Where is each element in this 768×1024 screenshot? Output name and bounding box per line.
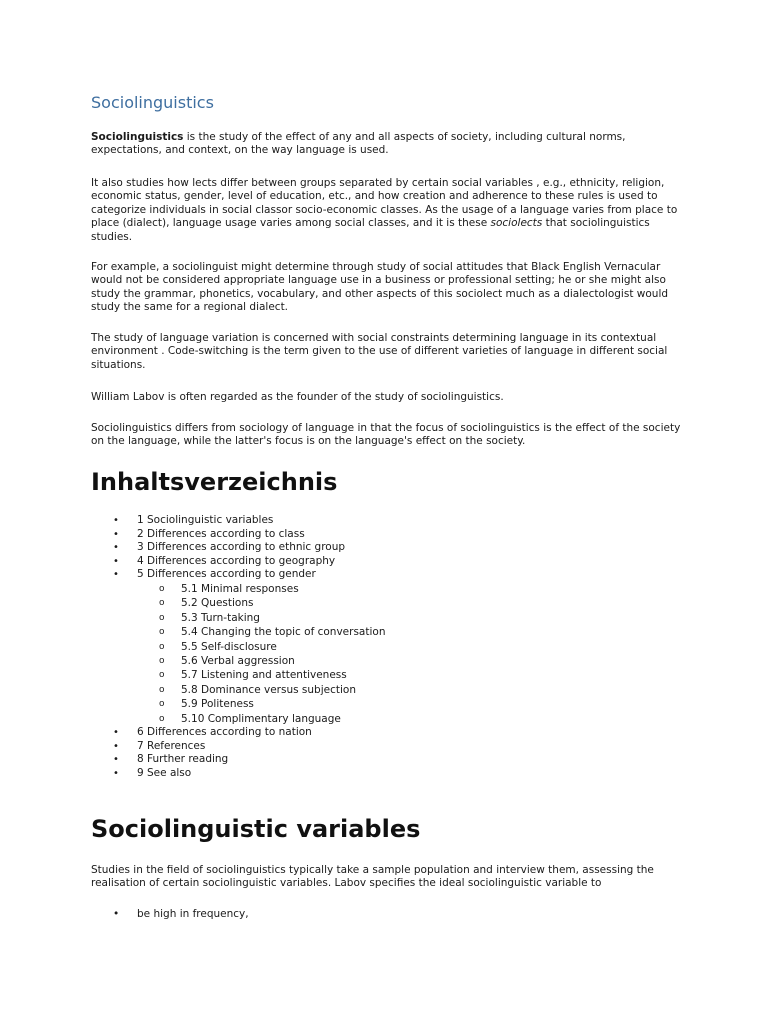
toc-subitem[interactable] bbox=[137, 640, 591, 654]
toc-heading: Inhaltsverzeichnis bbox=[91, 468, 338, 496]
toc-subitem[interactable] bbox=[137, 611, 591, 625]
toc-sublist bbox=[137, 582, 591, 726]
toc-link[interactable]: 7 References bbox=[137, 739, 206, 752]
toc-link[interactable]: 9 See also bbox=[137, 766, 192, 779]
toc-item[interactable] bbox=[91, 514, 591, 528]
variation-paragraph: The study of language variation is concerned with social constraints determining language in its contextual environment . Code-switching is the term given to the use of different varieties of language in different social situations. bbox=[91, 332, 668, 371]
intro-text: is the study of the effect of any and all aspects of society, including cultural norms, expectations, and context, on the way language is used. bbox=[91, 131, 626, 157]
intro-term: Sociolinguistics bbox=[91, 131, 184, 143]
toc-sublink[interactable]: 5.5 Self-disclosure bbox=[181, 640, 277, 653]
toc-link[interactable]: 6 Differences according to nation bbox=[137, 726, 312, 739]
toc-subitem[interactable] bbox=[137, 654, 591, 668]
page-title: Sociolinguistics bbox=[91, 93, 214, 112]
toc-item[interactable] bbox=[91, 541, 591, 555]
toc-item[interactable] bbox=[91, 528, 591, 542]
labov-paragraph: William Labov is often regarded as the founder of the study of sociolinguistics. bbox=[91, 391, 504, 403]
toc-sublink[interactable]: 5.3 Turn-taking bbox=[181, 611, 260, 624]
toc-subitem[interactable] bbox=[137, 668, 591, 682]
toc-subitem[interactable] bbox=[137, 697, 591, 711]
variable-criteria-list bbox=[91, 908, 249, 921]
section-heading: Sociolinguistic variables bbox=[91, 815, 421, 843]
toc-sublink[interactable]: 5.9 Politeness bbox=[181, 698, 254, 711]
toc-sublink[interactable]: 5.8 Dominance versus subjection bbox=[181, 683, 356, 696]
toc-link[interactable]: 3 Differences according to ethnic group bbox=[137, 541, 346, 554]
toc-link[interactable]: 4 Differences according to geography bbox=[137, 554, 336, 567]
toc-subitem[interactable] bbox=[137, 596, 591, 610]
toc-link[interactable]: 8 Further reading bbox=[137, 753, 229, 766]
lects-paragraph bbox=[91, 177, 681, 244]
toc-item[interactable] bbox=[91, 568, 591, 726]
list-item: • be high in frequency, bbox=[91, 908, 249, 921]
toc-sublink[interactable]: 5.7 Listening and attentiveness bbox=[181, 669, 347, 682]
toc-subitem[interactable] bbox=[137, 582, 591, 596]
toc-sublink[interactable]: 5.4 Changing the topic of conversation bbox=[181, 626, 386, 639]
toc-subitem[interactable] bbox=[137, 625, 591, 639]
toc-sublink[interactable]: 5.6 Verbal aggression bbox=[181, 655, 295, 667]
toc-sublink[interactable]: 5.10 Complimentary language bbox=[181, 712, 341, 725]
example-paragraph: For example, a sociolinguist might determine through study of social attitudes that Black English Vernacular would not be considered appropriate language use in a business or professional setting; he or she might also study the grammar, phonetics, vocabulary, and other aspects of this sociolect much as a dialectologist would study the same for a regional dialect. bbox=[91, 261, 669, 314]
sociology-paragraph: Sociolinguistics differs from sociology of language in that the focus of sociolinguistics is the effect of the society on the language, while the latter's focus is on the language's effect on the society. bbox=[91, 422, 681, 448]
toc-link[interactable]: 2 Differences according to class bbox=[137, 527, 305, 540]
toc-item[interactable] bbox=[91, 740, 591, 754]
toc-item[interactable] bbox=[91, 726, 591, 740]
toc-subitem[interactable] bbox=[137, 683, 591, 697]
lects-text-before: It also studies how lects differ between groups separated by certain social variables , e.g., ethnicity, religion, economic status, gender, level of education, etc., and how creation and adherence to these rules is used to categorize individuals in social classor socio-economic classes. As the usage of a language varies from place to place (dialect), language usage varies among social classes, and it is these bbox=[91, 177, 678, 230]
toc-sublink[interactable]: 5.2 Questions bbox=[181, 597, 254, 610]
section-paragraph: Studies in the field of sociolinguistics typically take a sample population and interview them, assessing the realisation of certain sociolinguistic variables. Labov specifies the ideal sociolinguistic variable to bbox=[91, 864, 654, 890]
toc-link[interactable]: 5 Differences according to gender bbox=[137, 568, 316, 581]
toc-sublink[interactable]: 5.1 Minimal responses bbox=[181, 582, 299, 595]
toc-item[interactable] bbox=[91, 753, 591, 767]
lects-text-after: that sociolinguistics studies. bbox=[91, 217, 650, 243]
intro-paragraph bbox=[91, 131, 681, 158]
toc-item[interactable] bbox=[91, 767, 591, 781]
toc-link[interactable]: 1 Sociolinguistic variables bbox=[137, 514, 274, 526]
table-of-contents bbox=[91, 514, 591, 780]
toc-item[interactable] bbox=[91, 555, 591, 569]
toc-subitem[interactable] bbox=[137, 712, 591, 726]
sociolects-term: sociolects bbox=[490, 217, 543, 230]
